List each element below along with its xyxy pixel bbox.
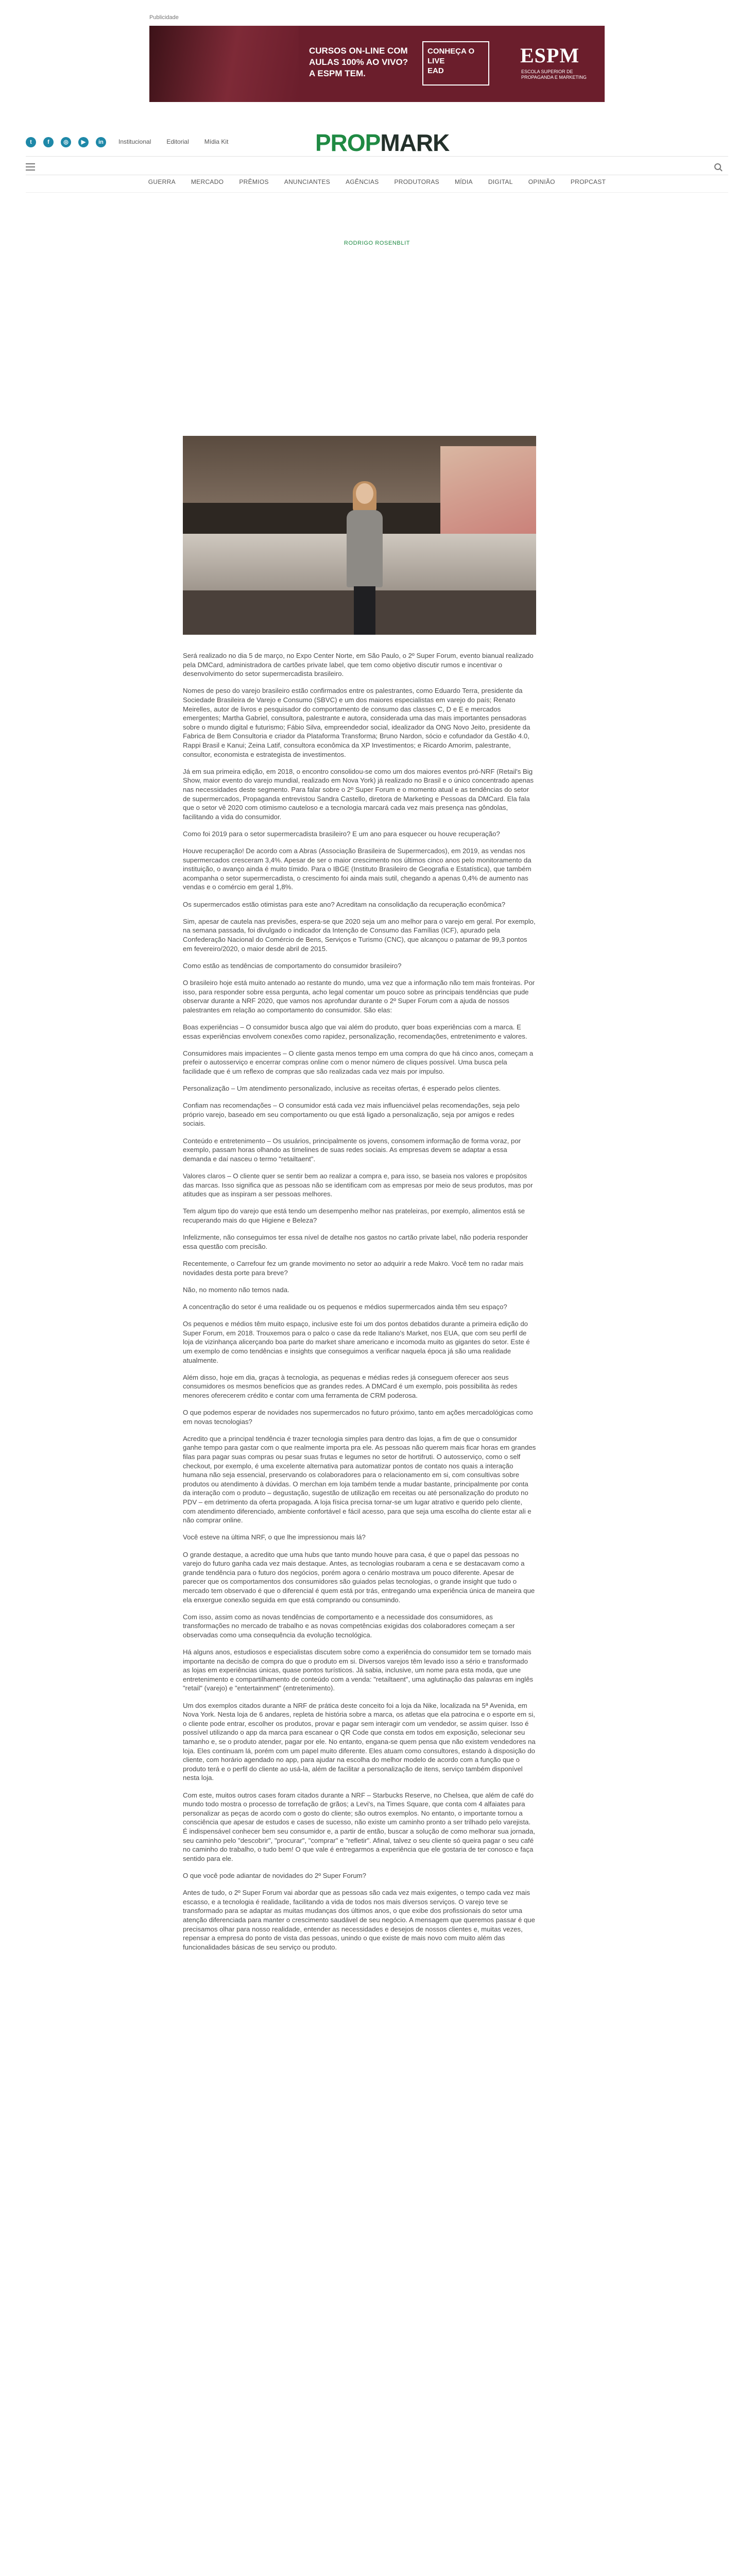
article-paragraph: Acredito que a principal tendência é trazer tecnologia simples para dentro das lojas, a fim de que o consumidor ganhe tempo para gastar com o que realmente importa pra ele. As pessoas não querem mais ficar horas em grandes filas para pagar suas compras ou pesar suas frutas e legumes no setor de hortifruti. O autosserviço, como o self checkout, por exemplo, é uma excelente alternativa para automatizar pontos de contato nos quais a interação humana não seja essencial, preservando os colaboradores para o relacionamento em si, com consultivas sobre produtos ou atendimento à dúvidas. O merchan em loja também tende a mudar bastante, principalmente por conta da interação com o produto – degustação, sugestão de utilização em receitas ou até personalização do produto no PDV – em detrimento da oferta propagada. A loja física precisa tornar-se um lugar atrativo e querido pelo cliente, com atendimento diferenciado, ambiente confortável e fácil acesso, para que seja uma escolha do cliente estar ali e não comprar online. — [183, 1434, 536, 1524]
nav-item-anunciantes[interactable]: ANUNCIANTES — [284, 178, 331, 185]
facebook-icon[interactable]: f — [43, 137, 54, 147]
article-paragraph: Além disso, hoje em dia, graças à tecnologia, as pequenas e médias redes já conseguem oferecer aos seus consumidores os mesmos benefícios que as grandes redes. A DMCard é um exemplo, pois possibilita às redes menores oferecerem crédito e contar com uma ferramenta de CRM poderosa. — [183, 1373, 518, 1399]
nav-item-midia[interactable]: MÍDIA — [454, 178, 473, 185]
article-body — [183, 651, 536, 1960]
article-paragraph: Antes de tudo, o 2º Super Forum vai abordar que as pessoas são cada vez mais exigentes, o tempo cada vez mais escasso, e a tecnologia é realidade, facilitando a vida de todos nos mais diversos serviços. O varejo teve se transformado para se adaptar as muitas mudanças dos últimos anos, o que exibe dos profissionais do setor uma atenção diferenciada para manter o crescimento saudável de seu negócio. A mensagem que queremos passar é que precisamos olhar para nosso realidade, entender as necessidades e desejos de nossos clientes e, muitas vezes, repensar a empresa do ponto de vista das pessoas, unindo o que existe de mais novo com muito além das funcionalidades básicas de seu serviço ou produto. — [183, 1889, 535, 1951]
nav-item-agencias[interactable]: AGÊNCIAS — [346, 178, 379, 185]
nav-item-produtoras[interactable]: PRODUTORAS — [394, 178, 439, 185]
ad-copy-line: CURSOS ON-LINE COM — [309, 46, 408, 56]
article-paragraph: Confiam nas recomendações – O consumidor está cada vez mais influenciável pelas recomendações, seja pelo próprio varejo, baseado em seu comportamento ou que está ligado a personalização, seja por amigos e redes sociais. — [183, 1101, 520, 1128]
article-paragraph: Com isso, assim como as novas tendências de comportamento e a necessidade dos consumidores, as transformações no mercado de trabalho e as novas competências exigidas dos colaboradores começam a ser observadas como uma consequência da evolução tecnológica. — [183, 1613, 515, 1639]
article-question: Os supermercados estão otimistas para este ano? Acreditam na consolidação da recuperação econômica? — [183, 900, 506, 908]
article-paragraph: O grande destaque, a acredito que uma hubs que tanto mundo houve para casa, é que o papel das pessoas no varejo do futuro ganha cada vez mais destaque. Antes, as tecnologias roubaram a cena e se destacavam como a grande tendência para o futuro dos negócios, porém agora o cenário mostrava um pouco diferente. Apesar de parecer que os comportamentos dos consumidores são guiados pelas tecnologias, o grande insight que tudo o mercado tem observado é que o diferencial é quem está por trás, entregando uma experiência única de maneira que ela enxergue conexão seguida em que está comprando ou consumindo. — [183, 1550, 535, 1604]
social-links — [26, 137, 106, 147]
util-link-midia-kit[interactable]: Mídia Kit — [204, 138, 229, 145]
nav-item-guerra[interactable]: GUERRA — [148, 178, 176, 185]
article-paragraph: Não, no momento não temos nada. — [183, 1285, 289, 1294]
nav-item-premios[interactable]: PRÊMIOS — [239, 178, 269, 185]
ad-cta-line: LIVE — [427, 57, 445, 65]
ad-copy-line: A ESPM TEM. — [309, 69, 366, 78]
article-paragraph: Conteúdo e entretenimento – Os usuários, principalmente os jovens, consomem informação de forma voraz, por exemplo, passam horas olhando as timelines de suas redes sociais. As empresas devem se adaptar a essa demanda e daí nasceu o termo "retailtaent". — [183, 1137, 521, 1163]
main-nav — [0, 178, 754, 185]
nav-item-propcast[interactable]: PROPCAST — [570, 178, 606, 185]
linkedin-icon[interactable]: in — [96, 137, 106, 147]
article-question: O que podemos esperar de novidades nos supermercados no futuro próximo, tanto em ações mercadológicas como em novas tecnologias? — [183, 1409, 533, 1426]
util-link-institucional[interactable]: Institucional — [118, 138, 151, 145]
ad-brand-logo: ESPM — [520, 44, 580, 67]
divider — [26, 156, 728, 157]
nav-item-digital[interactable]: DIGITAL — [488, 178, 513, 185]
article-kicker[interactable]: RODRIGO ROSENBLIT — [344, 240, 410, 246]
article-paragraph: Já em sua primeira edição, em 2018, o encontro consolidou-se como um dos maiores eventos pró-NRF (Retail's Big Show, maior evento do varejo mundial, realizado em Nova York) já realizado no Brasil e o único concentrado apenas nas necessidades deste segmento. Para falar sobre o 2º Super Forum e o momento atual e as tendências do setor de supermercados, Propaganda entrevistou Sandra Castello, diretora de Marketing e Pessoas da DMCard. Ela fala que o setor vê 2020 com otimismo cauteloso e a tecnologia marcará cada vez mais presença nas gôndolas, facilitando a vida do consumidor. — [183, 767, 534, 821]
instagram-icon[interactable]: ◎ — [61, 137, 71, 147]
nav-item-mercado[interactable]: MERCADO — [191, 178, 224, 185]
article-question: Recentemente, o Carrefour fez um grande movimento no setor ao adquirir a rede Makro. Você tem no radar mais novidades desta porte para breve? — [183, 1259, 524, 1277]
article-question: A concentração do setor é uma realidade ou os pequenos e médios supermercados ainda têm seu espaço? — [183, 1302, 507, 1311]
twitter-icon[interactable]: t — [26, 137, 36, 147]
ad-copy — [309, 45, 408, 79]
article-question: O que você pode adiantar de novidades do 2º Super Forum? — [183, 1871, 366, 1879]
search-icon[interactable] — [714, 163, 723, 172]
nav-item-opiniao[interactable]: OPINIÃO — [528, 178, 555, 185]
hamburger-menu-icon[interactable] — [26, 163, 35, 171]
ad-cta-box[interactable] — [422, 41, 489, 86]
article-paragraph: Será realizado no dia 5 de março, no Expo Center Norte, em São Paulo, o 2º Super Forum, evento bianual realizado pela DMCard, administradora de cartões private label, que tem como objetivo discutir rumos e incentivar o desenvolvimento do setor supermercadista brasileiro. — [183, 652, 534, 678]
youtube-icon[interactable]: ▶ — [78, 137, 89, 147]
article-paragraph: Sim, apesar de cautela nas previsões, espera-se que 2020 seja um ano melhor para o varejo em geral. Por exemplo, na semana passada, foi divulgado o indicador da Intenção de Consumo das Famílias (ICF), apurado pela Confederação Nacional do Comércio de Bens, Serviços e Turismo (CNC), que alcançou o patamar de 99,3 pontos em fevereiro/2020, o maior desde abril de 2015. — [183, 917, 536, 953]
ad-cta-line: EAD — [427, 66, 444, 75]
article-hero-photo — [183, 436, 536, 635]
article-paragraph: Há alguns anos, estudiosos e especialistas discutem sobre como a experiência do consumidor tem se tornado mais importante na decisão de compra do que o produto em si. Diversos varejos têm levado isso a sério e transformado as lojas em experiências únicas, quase pontos turísticos. Já sabia, inclusive, um nome para esta moda, que une entretenimento e compartilhamento de conteúdo com a venda: "retailtaent", uma aglutinação das palavras em inglês "retail" (varejo) e "entertainment" (entretenimento). — [183, 1648, 534, 1692]
article-paragraph: Infelizmente, não conseguimos ter essa nível de detalhe nos gastos no cartão private label, não poderia responder essa questão com precisão. — [183, 1233, 528, 1250]
propmark-logo[interactable] — [315, 129, 449, 157]
divider — [26, 192, 728, 193]
article-question: Como estão as tendências de comportamento do consumidor brasileiro? — [183, 961, 402, 970]
ad-cta-line: CONHEÇA O — [427, 47, 475, 56]
article-paragraph: Consumidores mais impacientes – O cliente gasta menos tempo em uma compra do que há cinco anos, começam a prefeir o autosserviço e encerrar compras online com o menor número de cliques possível. Uma busca pela facilidade que é um reflexo de compras que são realizadas cada vez mais por impulso. — [183, 1049, 534, 1075]
article-paragraph: Boas experiências – O consumidor busca algo que vai além do produto, quer boas experiências com a marca. E essas experiências envolvem conexões como rapidez, personalização, recomendações, entretenimento e valores. — [183, 1023, 527, 1040]
person-figure — [347, 483, 383, 635]
advertisement-label: Publicidade — [149, 14, 179, 21]
ad-copy-line: AULAS 100% AO VIVO? — [309, 57, 408, 67]
article-paragraph: Nomes de peso do varejo brasileiro estão confirmados entre os palestrantes, como Eduardo Terra, presidente da Sociedade Brasileira de Varejo e Consumo (SBVC) e um dos maiores especialistas em varejo do país; Renato Meirelles, autor de livros e pesquisador do comportamento de consumo das classes C, D e E e mercados emergentes; Martha Gabriel, consultora, palestrante e autora, considerada uma das mais importantes pensadoras sobre o mundo digital e futurismo; Fábio Silva, empreendedor social, idealizador da ONG Novo Jeito, presidente da Fabrica de Bem Consultoria e criador da Plataforma Transforma; Bruno Nardon, sócio e cofundador da Gestão 4.0, Rappi Brasil e Kanui; Zeina Latif, consultora econômica da XP Investimentos; e Ricardo Amorim, palestrante, consultor, economista e estrategista de investimentos. — [183, 687, 530, 758]
logo-part: PROP — [315, 129, 381, 156]
article-paragraph: Com este, muitos outros cases foram citados durante a NRF – Starbucks Reserve, no Chelsea, que além de café do mundo todo mostra o processo de torrefação de grãos; a Levi's, na Times Square, que conta com 4 alfaiates para personalizar as peças de acordo com o gosto do cliente; são outros exemplos. No entanto, o importante tornou a consciência que apesar de estudos e cases de sucesso, não existe um caminho pronto a ser trilhado pelo varejista. É indispensável conhecer bem seu consumidor e, a partir de então, buscar a solução de como melhorar sua jornada, seu caminho pelo "descobrir", "procurar", "comprar" e "refletir". Afinal, talvez o seu cliente só queira pagar o seu café no caminho do trabalho, o tudo bem! O que vale é entregarmos a experiência que ele gostaria de ter conosco e faça sentido para ele. — [183, 1791, 535, 1862]
espm-banner-ad[interactable] — [149, 26, 605, 102]
article-paragraph: O brasileiro hoje está muito antenado ao restante do mundo, uma vez que a informação não tem mais fronteiras. Por isso, para responder sobre essa pergunta, acho legal comentar um pouco sobre as principais tendências que pude observar durante a NRF 2020, que vamos nos aprofundar durante o 2º Super Forum com a ajuda de nossos palestrantes em relação ao comportamento do consumidor. São elas: — [183, 978, 535, 1014]
article-paragraph: Houve recuperação! De acordo com a Abras (Associação Brasileira de Supermercados), em 2019, as vendas nos supermercados cresceram 3,4%. Apesar de ser o maior crescimento nos últimos cinco anos pelo monitoramento da instituição, o avanço ainda é muito tímido. Para o IBGE (Instituto Brasileiro de Geografia e Estatística), que também acompanha o setor supermercadista, o crescimento foi ainda mais sutil, chegando a apenas 0,4% de aumento nas vendas e o comércio em geral 1,8%. — [183, 847, 532, 891]
ad-photo — [149, 26, 299, 102]
article-paragraph: Valores claros – O cliente quer se sentir bem ao realizar a compra e, para isso, se baseia nos valores e propósitos das marcas. Isso significa que as pessoas não se identificam com as empresas por meio de seus produtos, mas por atitudes que as inspiram a ser pessoas melhores. — [183, 1172, 533, 1198]
util-link-editorial[interactable]: Editorial — [166, 138, 189, 145]
article-paragraph: Um dos exemplos citados durante a NRF de prática deste conceito foi a loja da Nike, localizada na 5ª Avenida, em Nova York. Nesta loja de 6 andares, repleta de história sobre a marca, os atletas que ela patrocina e o esporte em si, o cliente pode entrar, escolher os produtos, provar e pagar sem interagir com um vendedor, se assim quiser. Isso é possível utilizando o app da marca para escanear o QR Code que consta em todos em exposição, selecionar seu tamanho e, se o produto atender, pagar por ele. No entanto, engana-se quem pensa que não existem vendedores na loja. Eles continuam lá, porém com um papel muito diferente. Eles atuam como consultores, estando à disposição do cliente, com horário agendado no app, para ajudar na escolha do melhor modelo de acordo com a função que o produto terá e o perfil do cliente ao usá-la, além de facilitar a personalização de itens, serviço também disponível nesta loja. — [183, 1701, 536, 1782]
article-question: Tem algum tipo do varejo que está tendo um desempenho melhor nas prateleiras, por exemplo, alimentos está se recuperando mais do que Higiene e Beleza? — [183, 1207, 525, 1224]
article-question: Você esteve na última NRF, o que lhe impressionou mais lá? — [183, 1533, 366, 1541]
ad-brand-subtitle: ESCOLA SUPERIOR DE PROPAGANDA E MARKETING — [521, 69, 587, 80]
article-question: Como foi 2019 para o setor supermercadista brasileiro? E um ano para esquecer ou houve recuperação? — [183, 829, 500, 838]
logo-part: MARK — [380, 129, 450, 156]
article-paragraph: Os pequenos e médios têm muito espaço, inclusive este foi um dos pontos debatidos durante a primeira edição do Super Forum, em 2018. Trouxemos para o palco o case da rede Italiano's Market, nos EUA, que com seu perfil de loja de vizinhança alicerçando boa parte do market share americano e incomoda muito as gigantes do setor. Este é um exemplo de como tendências e insights que conseguimos a verificar naquela época já são uma realidade atualmente. — [183, 1320, 530, 1364]
article-paragraph: Personalização – Um atendimento personalizado, inclusive as receitas ofertas, é esperado pelos clientes. — [183, 1084, 501, 1093]
utility-links — [118, 138, 228, 145]
